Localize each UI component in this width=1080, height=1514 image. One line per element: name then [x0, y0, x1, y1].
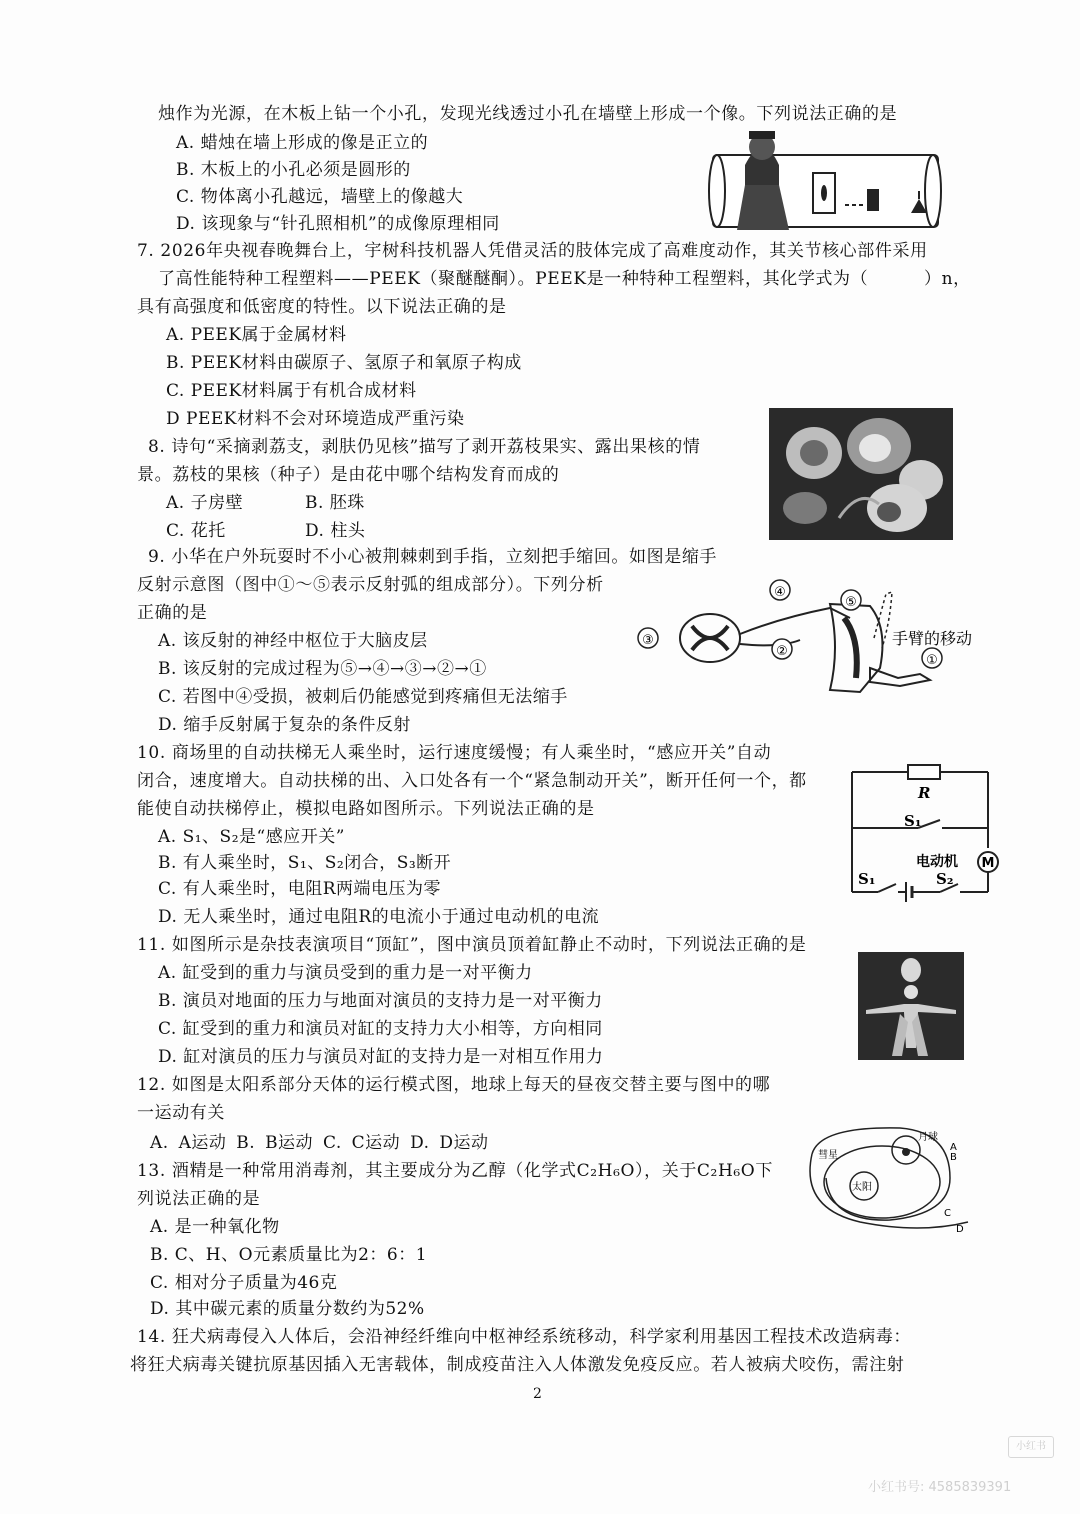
q9-option-a: A. 该反射的神经中枢位于大脑皮层	[158, 631, 428, 651]
q7-option-d: D PEEK材料不会对环境造成严重污染	[166, 409, 465, 429]
q9-option-c: C. 若图中④受损，被刺后仍能感觉到疼痛但无法缩手	[158, 687, 568, 707]
reflex-label-1: ①	[926, 653, 938, 668]
lychee-photo	[769, 408, 953, 540]
solar-label-d: D	[956, 1224, 964, 1235]
escalator-circuit-figure	[840, 758, 1000, 904]
reflex-arc-figure	[630, 578, 990, 702]
q6-stem: 烛作为光源，在木板上钻一个小孔，发现光线透过小孔在墙壁上形成一个像。下列说法正确的是	[158, 104, 898, 124]
q8-option-d: D. 柱头	[305, 521, 366, 541]
q12-line-2: 一运动有关	[137, 1103, 225, 1123]
q8-option-a: A. 子房壁	[166, 493, 244, 513]
q11-option-c: C. 缸受到的重力和演员对缸的支持力大小相等，方向相同	[158, 1019, 603, 1039]
q10-option-b: B. 有人乘坐时，S₁、S₂闭合，S₃断开	[158, 853, 452, 873]
circuit-label-s1-bottom: S₁	[858, 870, 876, 888]
q13-option-d: D. 其中碳元素的质量分数约为52%	[150, 1299, 425, 1319]
q8-line-2: 景。荔枝的果核（种子）是由花中哪个结构发育而成的	[137, 465, 560, 485]
reflex-label-3: ③	[642, 633, 654, 648]
q11-option-a: A. 缸受到的重力与演员受到的重力是一对平衡力	[158, 963, 533, 983]
q8-line-1: 8. 诗句“采摘剥荔支，剥肤仍见核”描写了剥开荔枝果实、露出果核的情	[148, 437, 701, 457]
q12-options: A. A运动 B. B运动 C. C运动 D. D运动	[150, 1133, 489, 1153]
q7-line-2-end: ）n，	[924, 269, 971, 289]
acrobat-photo	[858, 952, 964, 1060]
q11-option-b: B. 演员对地面的压力与地面对演员的支持力是一对平衡力	[158, 991, 603, 1011]
q9-option-d: D. 缩手反射属于复杂的条件反射	[158, 715, 411, 735]
solar-label-moon: 月球	[918, 1132, 938, 1143]
q9-line-3: 正确的是	[137, 603, 208, 623]
reflex-label-2: ②	[776, 644, 788, 659]
page-number: 2	[533, 1386, 542, 1402]
solar-label-b: B	[950, 1152, 957, 1163]
circuit-label-motor: 电动机	[916, 854, 958, 870]
q13-option-a: A. 是一种氧化物	[150, 1217, 280, 1237]
q10-option-a: A. S₁、S₂是“感应开关”	[158, 827, 345, 847]
q6-option-b: B. 木板上的小孔必须是圆形的	[176, 160, 411, 180]
q11-line-1: 11. 如图所示是杂技表演项目“顶缸”，图中演员顶着缸静止不动时，下列说法正确的是	[137, 935, 807, 955]
q7-line-1: 7. 2026年央视春晚舞台上，宇树科技机器人凭借灵活的肢体完成了高难度动作，其关节核心部件采用	[137, 241, 928, 261]
q14-line-2: 将狂犬病毒关键抗原基因插入无害载体，制成疫苗注入人体激发免疫反应。若人被病犬咬伤，需注射	[130, 1355, 905, 1375]
q6-option-c: C. 物体离小孔越远，墙壁上的像越大	[176, 187, 464, 207]
q10-option-c: C. 有人乘坐时，电阻R两端电压为零	[158, 879, 442, 899]
watermark-text: 小红书号: 4585839391	[868, 1480, 1012, 1495]
q7-option-b: B. PEEK材料由碳原子、氢原子和氧原子构成	[166, 353, 522, 373]
pinhole-figure	[705, 125, 945, 235]
q9-line-2: 反射示意图（图中①～⑤表示反射弧的组成部分）。下列分析	[137, 575, 604, 595]
q8-option-c: C. 花托	[166, 521, 226, 541]
solar-label-a: A	[950, 1142, 957, 1153]
reflex-label-5: ⑤	[845, 595, 857, 610]
q10-line-2: 闭合，速度增大。自动扶梯的出、入口处各有一个“紧急制动开关”，断开任何一个，都	[137, 771, 807, 791]
watermark-badge: 小红书	[1008, 1436, 1054, 1458]
circuit-label-m: M	[981, 856, 995, 871]
q13-option-c: C. 相对分子质量为46克	[150, 1273, 338, 1293]
q13-line-2: 列说法正确的是	[137, 1189, 261, 1209]
q7-option-c: C. PEEK材料属于有机合成材料	[166, 381, 417, 401]
q7-option-a: A. PEEK属于金属材料	[166, 325, 347, 345]
q10-line-1: 10. 商场里的自动扶梯无人乘坐时，运行速度缓慢；有人乘坐时，“感应开关”自动	[137, 743, 772, 763]
q13-line-1: 13. 酒精是一种常用消毒剂，其主要成分为乙醇（化学式C₂H₆O），关于C₂H₆O下	[137, 1161, 773, 1181]
q9-option-b: B. 该反射的完成过程为⑤→④→③→②→①	[158, 659, 487, 679]
q9-line-1: 9. 小华在户外玩耍时不小心被荆棘刺到手指，立刻把手缩回。如图是缩手	[148, 547, 718, 567]
q11-option-d: D. 缸对演员的压力与演员对缸的支持力是一对相互作用力	[158, 1047, 604, 1067]
q10-line-3: 能使自动扶梯停止，模拟电路如图所示。下列说法正确的是	[137, 799, 595, 819]
reflex-caption: 手臂的移动	[892, 629, 973, 648]
q10-option-d: D. 无人乘坐时，通过电阻R的电流小于通过电动机的电流	[158, 907, 600, 927]
solar-label-sun: 太阳	[852, 1182, 872, 1193]
q7-line-2: 了高性能特种工程塑料——PEEK（聚醚醚酮）。PEEK是一种特种工程塑料，其化学式为（	[158, 269, 869, 289]
circuit-label-s1-top: S₁	[904, 812, 922, 830]
q6-option-a: A. 蜡烛在墙上形成的像是正立的	[176, 133, 429, 153]
reflex-label-4: ④	[774, 585, 786, 600]
circuit-label-r: R	[918, 784, 931, 802]
q8-option-b: B. 胚珠	[305, 493, 365, 513]
solar-system-figure	[800, 1118, 970, 1236]
q6-option-d: D. 该现象与“针孔照相机”的成像原理相同	[176, 214, 500, 234]
solar-label-comet: 彗星	[818, 1150, 838, 1161]
circuit-label-s2: S₂	[936, 870, 954, 888]
q7-line-3: 具有高强度和低密度的特性。以下说法正确的是	[137, 297, 507, 317]
q14-line-1: 14. 狂犬病毒侵入人体后，会沿神经纤维向中枢神经系统移动，科学家利用基因工程技术改造病毒：	[137, 1327, 912, 1347]
solar-label-c: C	[944, 1208, 951, 1219]
q12-line-1: 12. 如图是太阳系部分天体的运行模式图，地球上每天的昼夜交替主要与图中的哪	[137, 1075, 771, 1095]
q13-option-b: B. C、H、O元素质量比为2：6：1	[150, 1245, 428, 1265]
